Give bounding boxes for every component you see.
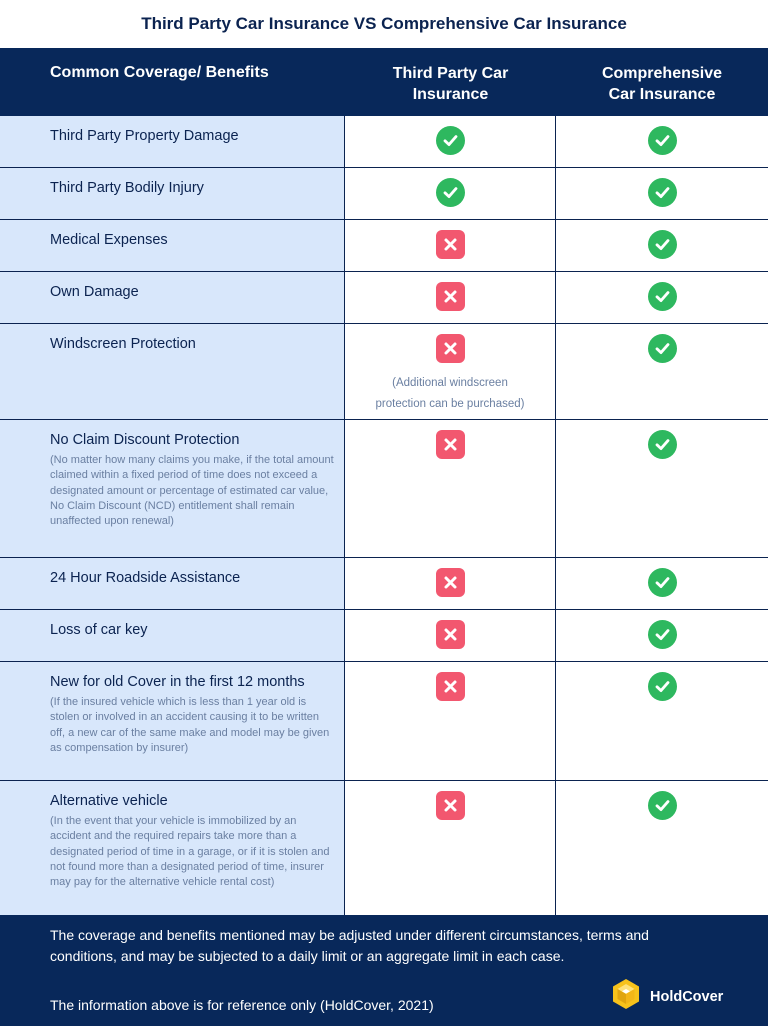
coverage-title: New for old Cover in the first 12 months [50,674,305,690]
comparison-table [0,48,768,918]
table-row [0,558,768,610]
check-icon [436,178,465,207]
check-icon [648,620,677,649]
comprehensive-cell [556,324,768,419]
table-header [0,48,768,116]
cross-icon [436,230,465,259]
table-row [0,662,768,781]
third-party-cell [345,558,556,609]
coverage-cell [0,220,345,271]
third-party-cell [345,610,556,661]
table-row [0,272,768,324]
coverage-cell [0,420,345,557]
check-icon [436,126,465,155]
table-row [0,420,768,558]
header-coverage: Common Coverage/ Benefits [50,64,269,81]
comprehensive-cell [556,116,768,167]
footer-disclaimer: The coverage and benefits mentioned may be adjusted under different circumstances, terms and conditions, and may be subjected to a daily limit or an aggregate limit in each case. [50,927,649,964]
third-party-cell [345,324,556,419]
coverage-title: 24 Hour Roadside Assistance [50,570,241,586]
table-row [0,781,768,918]
brand-name: HoldCover [650,988,724,1005]
check-icon [648,230,677,259]
comprehensive-cell [556,781,768,917]
third-party-cell [345,168,556,219]
cross-icon [436,282,465,311]
comprehensive-cell [556,610,768,661]
footer-source: The information above is for reference only (HoldCover, 2021) [50,997,434,1013]
coverage-title: Third Party Bodily Injury [50,180,204,196]
coverage-cell [0,610,345,661]
table-row [0,116,768,168]
check-icon [648,672,677,701]
header-third-party-line2: Insurance [412,86,489,103]
coverage-description: (No matter how many claims you make, if the total amount claimed within a fixed period of time does not exceed a designated amount or percentage of estimated car value, No Claim Discount (NCD) entitlement shall remain unaffected upon renewal) [50,454,334,528]
coverage-title: Medical Expenses [50,232,168,248]
check-icon [648,126,677,155]
coverage-description: (If the insured vehicle which is less than 1 year old is stolen or involved in an accident causing it to be written off, a new car of the same make and model may be given as compensation by insurer) [50,696,330,754]
check-icon [648,430,677,459]
comprehensive-cell [556,220,768,271]
third-party-cell [345,272,556,323]
coverage-cell [0,168,345,219]
cross-icon [436,672,465,701]
coverage-title: Alternative vehicle [50,793,168,809]
table-row [0,220,768,272]
third-party-cell [345,420,556,557]
coverage-title: No Claim Discount Protection [50,432,240,448]
header-comprehensive [556,48,768,116]
coverage-title: Loss of car key [50,622,148,638]
check-icon [648,178,677,207]
page-title: Third Party Car Insurance VS Comprehensive Car Insurance [141,14,627,33]
coverage-cell [0,558,345,609]
cross-icon [436,620,465,649]
header-comprehensive-line2: Car Insurance [608,86,716,103]
third-party-note-line2: protection can be purchased) [375,398,525,410]
cross-icon [436,791,465,820]
third-party-note-line1: (Additional windscreen [392,377,508,389]
third-party-cell [345,781,556,917]
coverage-cell [0,662,345,780]
comprehensive-cell [556,558,768,609]
cross-icon [436,568,465,597]
table-row [0,168,768,220]
header-third-party [345,48,556,116]
cross-icon [436,430,465,459]
brand [610,978,723,1015]
header-comprehensive-line1: Comprehensive [601,65,723,82]
check-icon [648,568,677,597]
table-row [0,324,768,420]
check-icon [648,334,677,363]
cross-icon [436,334,465,363]
table-row [0,610,768,662]
comprehensive-cell [556,420,768,557]
comprehensive-cell [556,168,768,219]
table-body [0,116,768,918]
coverage-title: Own Damage [50,284,139,300]
check-icon [648,282,677,311]
coverage-cell [0,781,345,917]
coverage-cell [0,116,345,167]
comprehensive-cell [556,662,768,780]
third-party-note [376,373,525,415]
coverage-title: Third Party Property Damage [50,128,239,144]
third-party-cell [345,220,556,271]
header-third-party-line1: Third Party Car [392,65,509,82]
coverage-description: (In the event that your vehicle is immobilized by an accident and the required repairs take more than a designated period of time in a garage, or if it is stolen and not found more than a designated period of time, insurer may pay for the alternative vehicle rental cost) [50,815,330,889]
holdcover-logo-icon [610,978,642,1015]
comprehensive-cell [556,272,768,323]
third-party-cell [345,662,556,780]
check-icon [648,791,677,820]
coverage-title: Windscreen Protection [50,336,196,352]
coverage-cell [0,324,345,419]
coverage-cell [0,272,345,323]
third-party-cell [345,116,556,167]
